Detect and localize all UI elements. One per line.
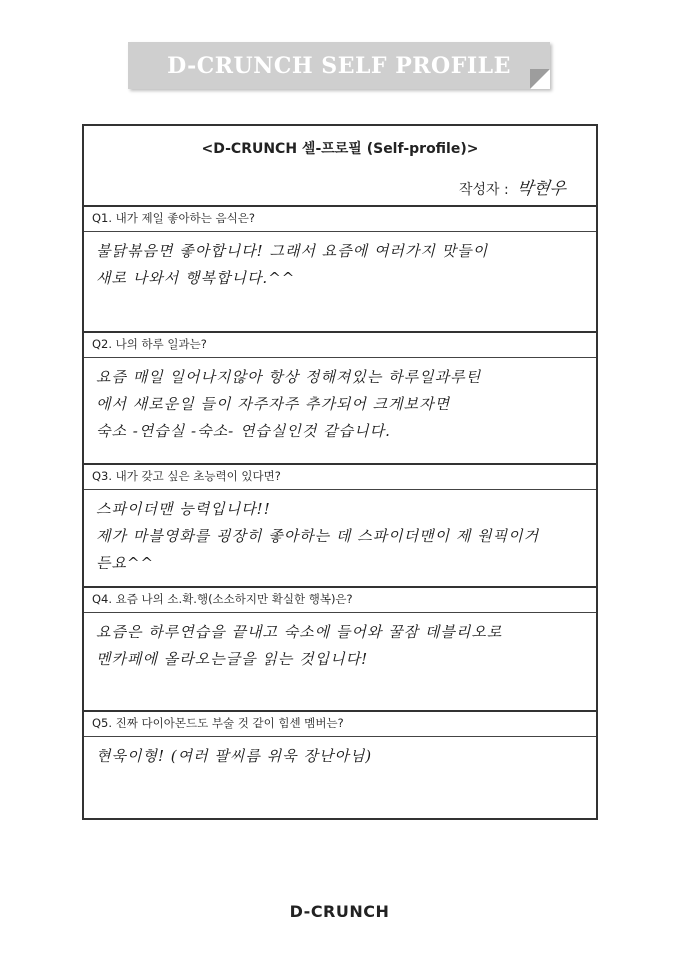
answer-area [84,358,596,445]
question-text: Q1. 내가 제일 좋아하는 음식은? [84,205,596,232]
sheet-title: <D-CRUNCH 셀-프로필 (Self-profile)> [201,141,479,157]
question-block-2 [84,331,596,465]
answer-line: 스파이더맨 능력입니다!! [96,500,271,518]
question-text: Q3. 내가 갖고 싶은 초능력이 있다면? [84,463,596,490]
question-text: Q2. 나의 하루 일과는? [84,331,596,358]
author-line [459,174,566,199]
sheet-header [84,126,596,207]
answer-line: 숙소 -연습실 -숙소- 연습실인것 같습니다. [96,422,391,440]
author-label: 작성자 : [458,182,509,198]
answer-line: 불닭볶음면 좋아합니다! 그래서 요즘에 여러가지 맛들이 [96,242,489,260]
answer-line: 멘카페에 올라오는글을 읽는 것입니다! [96,650,369,668]
answer-area [84,490,596,577]
question-block-4 [84,586,596,712]
profile-sheet [82,124,598,820]
footer-logo: D-CRUNCH [289,902,390,921]
answer-line: 현욱이형! (여러 팔씨름 위욱 장난아님) [96,747,373,765]
profile-banner [128,42,550,89]
question-text: Q4. 요즘 나의 소.확.행(소소하지만 확실한 행복)은? [84,586,596,613]
answer-line: 새로 나와서 행복합니다.^^ [96,269,296,287]
answer-line: 요즘 매일 일어나지않아 항상 정해져있는 하루일과루틴 [96,368,482,386]
question-block-3 [84,463,596,588]
answer-area [84,232,596,292]
answer-area [84,613,596,673]
banner-title: D-CRUNCH SELF PROFILE [167,52,511,79]
answer-line: 든요^^ [96,554,155,572]
answer-line: 제가 마블영화를 굉장히 좋아하는 데 스파이더맨이 제 원픽이거 [96,527,540,545]
question-block-5 [84,710,596,820]
author-name: 박현우 [514,179,568,199]
question-text: Q5. 진짜 다이아몬드도 부술 것 같이 힘센 멤버는? [84,710,596,737]
question-block-1 [84,205,596,333]
answer-area [84,737,596,770]
answer-line: 에서 새로운일 들이 자주자주 추가되어 크게보자면 [96,395,451,413]
answer-line: 요즘은 하루연습을 끝내고 숙소에 들어와 꿀잠 데블리오로 [96,623,503,641]
